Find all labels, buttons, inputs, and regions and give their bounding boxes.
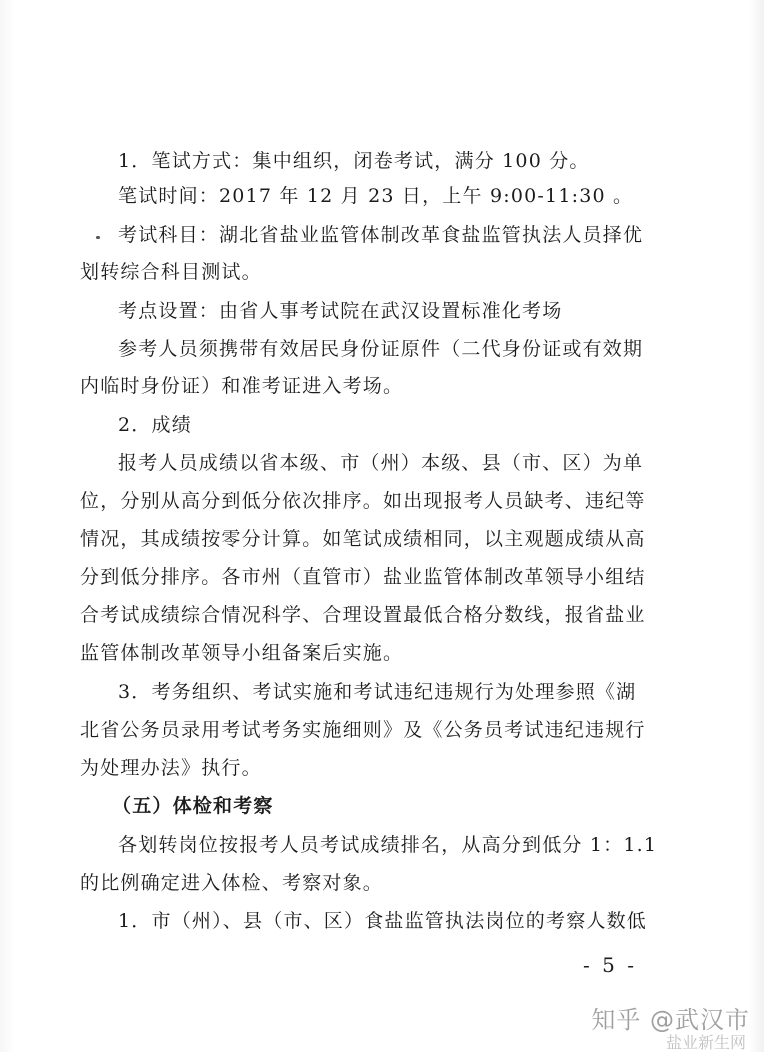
text-line: 考点设置：由省人事考试院在武汉设置标准化考场 (118, 300, 563, 322)
text-line: 北省公务员录用考试考务实施细则》及《公务员考试违纪违规行 (80, 719, 646, 741)
text-line: 1．笔试方式：集中组织，闭卷考试，满分 100 分。 (118, 150, 590, 172)
text-line: 监管体制改革领导小组备案后实施。 (80, 642, 404, 664)
section-title: （五）体检和考察 (112, 795, 274, 817)
text-line: 合考试成绩综合情况科学、合理设置最低合格分数线，报省盐业 (80, 604, 646, 626)
text-line: 情况，其成绩按零分计算。如笔试成绩相同，以主观题成绩从高 (80, 528, 646, 550)
text-line: 内临时身份证）和准考证进入考场。 (80, 375, 404, 397)
text-line: 位，分别从高分到低分依次排序。如出现报考人员缺考、违纪等 (80, 490, 646, 512)
watermark: 知乎 @武汉市 (591, 1006, 750, 1034)
text-line: 分到低分排序。各市州（直管市）盐业监管体制改革领导小组结 (80, 566, 646, 588)
section-heading: 2．成绩 (118, 414, 192, 436)
text-line: 1．市（州）、县（市、区）食盐监管执法岗位的考察人数低 (118, 910, 647, 932)
text-line: 划转综合科目测试。 (80, 261, 262, 283)
page-number: - 5 - (583, 953, 637, 977)
text-line: 参考人员须携带有效居民身份证原件（二代身份证或有效期 (118, 338, 644, 360)
text-line: 报考人员成绩以省本级、市（州）本级、县（市、区）为单 (118, 452, 644, 474)
text-line: 为处理办法》执行。 (80, 757, 262, 779)
text-line: 的比例确定进入体检、考察对象。 (80, 872, 384, 894)
text-line: 各划转岗位按报考人员考试成绩排名，从高分到低分 1：1.1 (118, 834, 658, 856)
watermark-sub: 盐业新生网 (665, 1033, 746, 1052)
text-line: 考试科目：湖北省盐业监管体制改革食盐监管执法人员择优 (118, 224, 644, 246)
scan-speck (96, 236, 100, 239)
text-line: 笔试时间：2017 年 12 月 23 日，上午 9:00-11:30 。 (118, 185, 634, 207)
text-line: 3．考务组织、考试实施和考试违纪违规行为处理参照《湖 (118, 681, 637, 703)
